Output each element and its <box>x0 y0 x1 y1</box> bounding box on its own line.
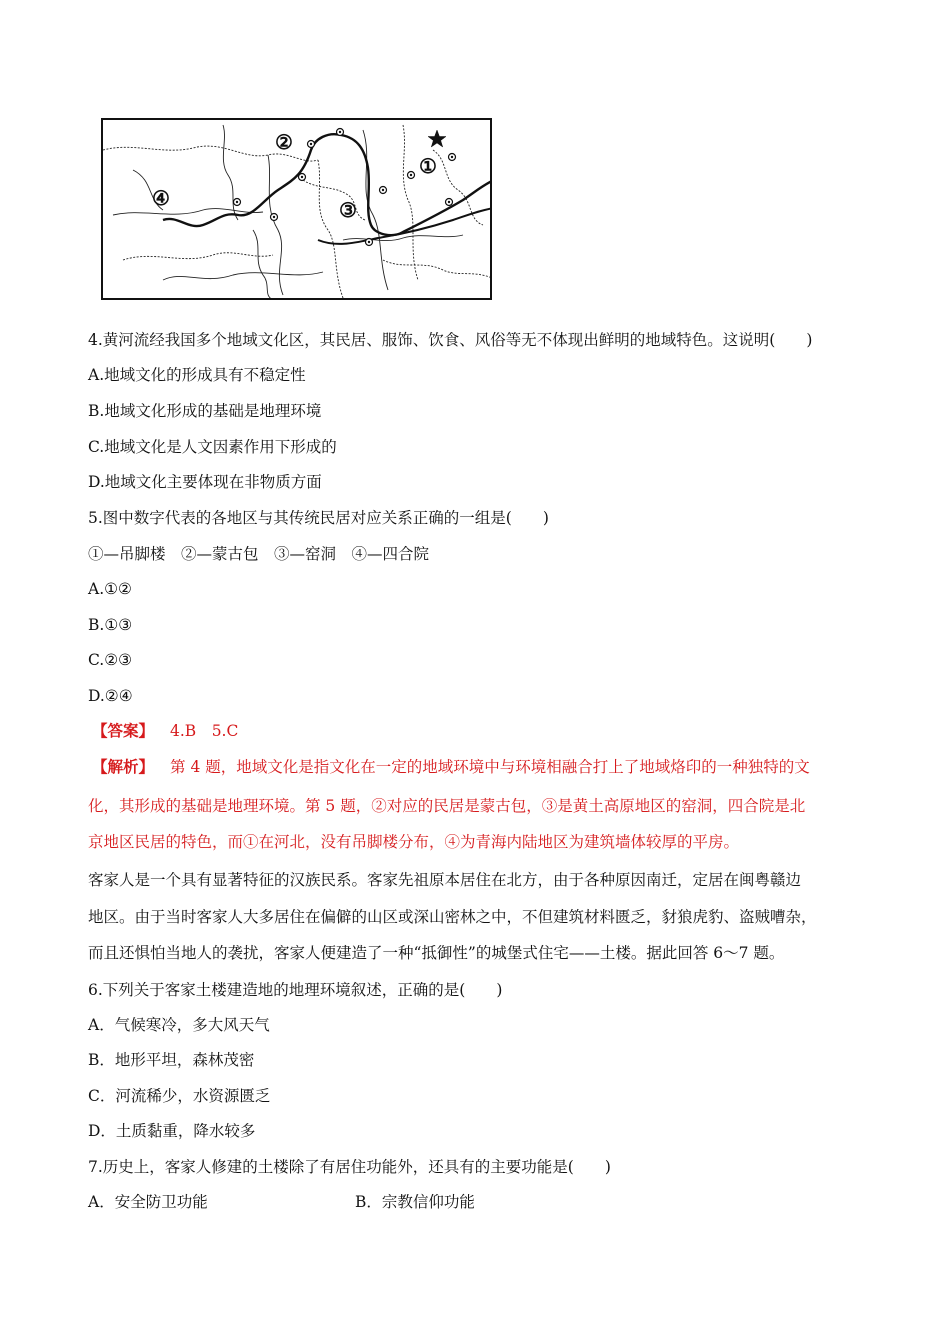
q6-option-c: C．河流稀少，水资源匮乏 <box>88 1087 271 1105</box>
map-label-region3: ③ <box>339 198 357 222</box>
q7-stem: 7.历史上，客家人修建的土楼除了有居住功能外，还具有的主要功能是( ) <box>88 1158 611 1176</box>
q4-option-a: A.地域文化的形成具有不稳定性 <box>88 366 306 384</box>
answer-text: 4.B 5.C <box>170 722 239 740</box>
q5-option-b: B.①③ <box>88 616 133 634</box>
q5-option-c: C.②③ <box>88 651 133 669</box>
q5-stem: 5.图中数字代表的各地区与其传统民居对应关系正确的一组是( ) <box>88 509 549 527</box>
star-icon <box>428 130 446 147</box>
map-label-region1: ① <box>419 154 437 178</box>
map-figure <box>101 118 492 300</box>
map-label-region2: ② <box>275 130 293 154</box>
analysis-line-3: 京地区民居的特色，而①在河北，没有吊脚楼分布，④为青海内陆地区为建筑墙体较厚的平房。 <box>88 833 740 851</box>
q4-option-d: D.地域文化主要体现在非物质方面 <box>88 473 322 491</box>
analysis-tag: 【解析】 <box>92 757 155 776</box>
passage-line-2: 地区。由于当时客家人大多居住在偏僻的山区或深山密林之中，不但建筑材料匮乏，豺狼虎豹、盗贼嘈杂， <box>88 908 817 926</box>
q5-option-a: A.①② <box>88 580 132 598</box>
q5-items: ①—吊脚楼 ②—蒙古包 ③—窑洞 ④—四合院 <box>88 545 430 563</box>
passage-line-1: 客家人是一个具有显著特征的汉族民系。客家先祖原本居住在北方，由于各种原因南迁，定居在闽粤赣边 <box>88 871 802 889</box>
map-label-region4: ④ <box>152 186 170 210</box>
q6-option-d: D．土质黏重，降水较多 <box>88 1122 256 1140</box>
q7-option-b: B．宗教信仰功能 <box>355 1193 475 1211</box>
analysis-text-1: 第 4 题，地域文化是指文化在一定的地域环境中与环境相融合打上了地域烙印的一种独特的文 <box>170 758 810 776</box>
q6-option-a: A．气候寒冷，多大风天气 <box>88 1016 270 1034</box>
q5-option-d: D.②④ <box>88 687 133 705</box>
passage-line-3: 而且还惧怕当地人的袭扰，客家人便建造了一种“抵御性”的城堡式住宅——土楼。据此回答 6～7 题。 <box>88 944 785 962</box>
answer-line <box>92 721 238 741</box>
q6-stem: 6.下列关于客家土楼建造地的地理环境叙述，正确的是( ) <box>88 981 503 999</box>
q4-stem: 4.黄河流经我国多个地域文化区，其民居、服饰、饮食、风俗等无不体现出鲜明的地域特色。这说明( ) <box>88 331 813 349</box>
q6-option-b: B．地形平坦，森林茂密 <box>88 1051 255 1069</box>
analysis-line-1 <box>92 757 810 777</box>
answer-tag: 【答案】 <box>92 721 155 740</box>
map-drawing <box>103 120 492 300</box>
q4-option-b: B.地域文化形成的基础是地理环境 <box>88 402 322 420</box>
q7-option-a: A．安全防卫功能 <box>88 1193 208 1211</box>
analysis-line-2: 化，其形成的基础是地理环境。第 5 题，②对应的民居是蒙古包，③是黄土高原地区的窑洞，四合院是北 <box>88 797 806 815</box>
q4-option-c: C.地域文化是人文因素作用下形成的 <box>88 438 337 456</box>
